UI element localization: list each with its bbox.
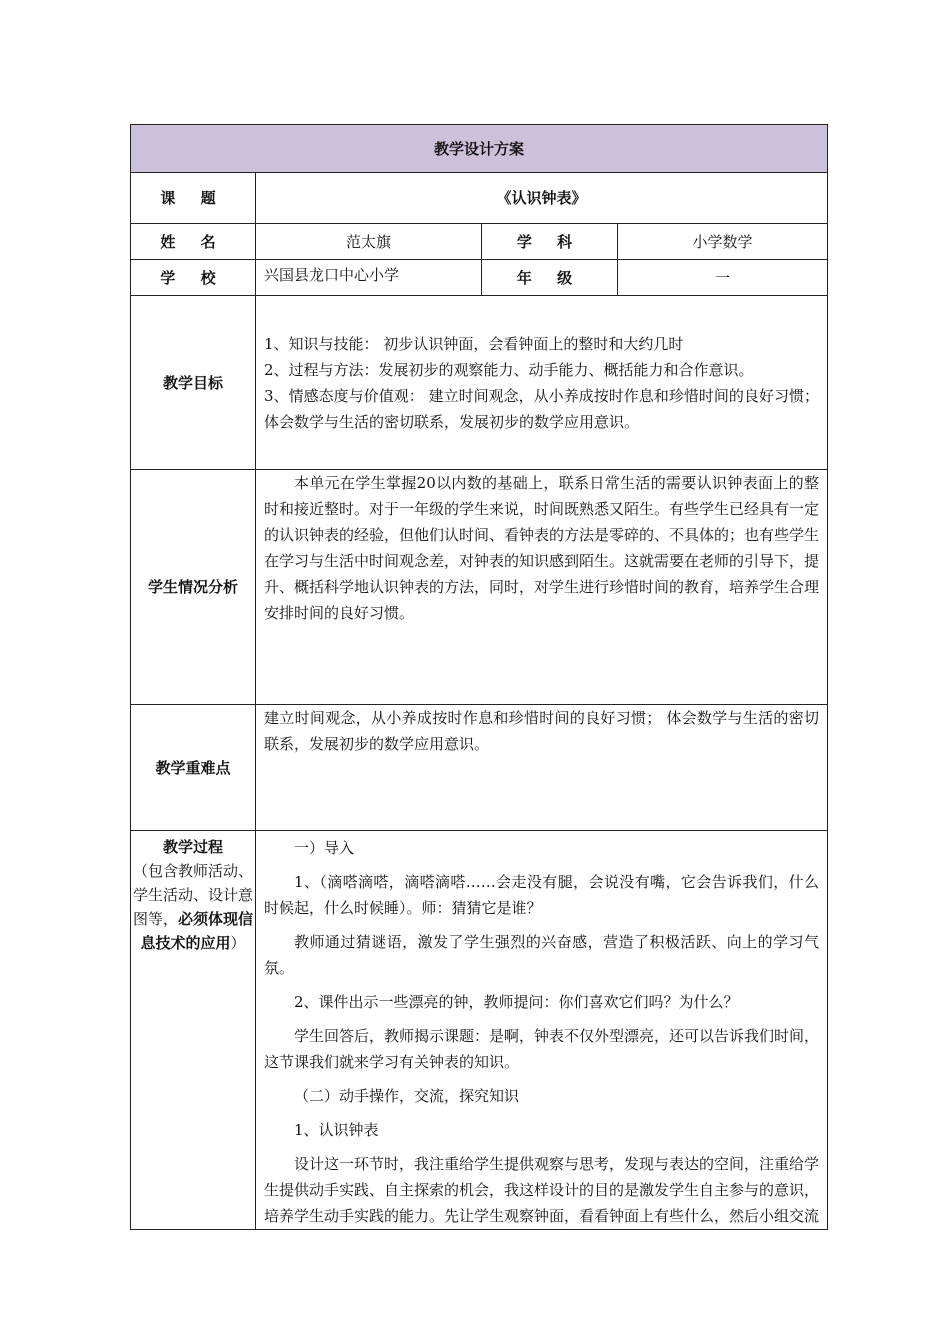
keypoints-label: 教学重难点 xyxy=(131,705,256,831)
keypoints-content xyxy=(256,705,828,831)
course-title: 《认识钟表》 xyxy=(256,173,828,224)
goals-content xyxy=(256,296,828,470)
subject-value: 小学数学 xyxy=(618,224,828,260)
process-paragraph: 学生回答后，教师揭示课题：是啊，钟表不仅外型漂亮，还可以告诉我们时间，这节课我们就来学习有关钟表的知识。 xyxy=(264,1027,820,1071)
process-paragraph: 设计这一环节时，我注重给学生提供观察与思考，发现与表达的空间，注重给学生提供动手实践、自主探索的机会，我这样设计的目的是激发学生自主参与的意识，培养学生动手实践的能力。先让学生观察钟面，看看钟面上有些什么，然后小组交流 xyxy=(264,1155,820,1225)
subject-label: 学 科 xyxy=(482,224,618,260)
goal-line-1: 1、知识与技能： 初步认识钟面，会看钟面上的整时和大约几时 xyxy=(264,334,684,353)
table-header: 教学设计方案 xyxy=(131,125,828,173)
goal-line-3: 3、情感态度与价值观： 建立时间观念，从小养成按时作息和珍惜时间的良好习惯； 体会数学与生活的密切联系，发展初步的数学应用意识。 xyxy=(264,386,820,431)
process-label-note: （包含教师活动、学生活动、设计意图等， xyxy=(132,862,253,928)
process-paragraph: 1、（滴嗒滴嗒，滴嗒滴嗒……会走没有腿，会说没有嘴，它会告诉我们，什么时候起，什么时候睡）。师：猜猜它是谁？ xyxy=(264,873,820,917)
grade-label: 年 级 xyxy=(482,260,618,296)
process-label-emphasis: 必须体现信息技术的应用 xyxy=(140,910,254,952)
process-label-title: 教学过程 xyxy=(162,838,223,856)
school-value: 兴国县龙口中心小学 xyxy=(256,260,482,296)
keypoints-text: 建立时间观念，从小养成按时作息和珍惜时间的良好习惯； 体会数学与生活的密切联系，发展初步的数学应用意识。 xyxy=(264,709,820,753)
school-label: 学 校 xyxy=(131,260,256,296)
analysis-content xyxy=(256,470,828,705)
process-paragraph: 2、课件出示一些漂亮的钟，教师提问：你们喜欢它们吗？为什么？ xyxy=(294,993,739,1011)
lesson-plan-table xyxy=(130,124,828,1230)
process-paragraph: （二）动手操作，交流，探究知识 xyxy=(294,1087,520,1105)
process-paragraph: 1、认识钟表 xyxy=(294,1121,379,1139)
grade-value: 一 xyxy=(618,260,828,296)
name-value: 范太旗 xyxy=(256,224,482,260)
analysis-text: 本单元在学生掌握20以内数的基础上，联系日常生活的需要认识钟表面上的整时和接近整时。对于一年级的学生来说，时间既熟悉又陌生。有些学生已经具有一定的认识钟表的经验，但他们认时间、看钟表的方法是零碎的、不具体的；也有些学生在学习与生活中时间观念差，对钟表的知识感到陌生。这就需要在老师的引导下，提升、概括科学地认识钟表的方法，同时，对学生进行珍惜时间的教育，培养学生合理安排时间的良好习惯。 xyxy=(264,474,820,622)
analysis-label: 学生情况分析 xyxy=(131,470,256,705)
process-paragraph: 一）导入 xyxy=(294,839,355,857)
goal-line-2: 2、过程与方法：发展初步的观察能力、动手能力、概括能力和合作意识。 xyxy=(264,360,754,379)
name-label: 姓 名 xyxy=(131,224,256,260)
course-label: 课 题 xyxy=(131,173,256,224)
process-label xyxy=(131,831,256,1230)
process-paragraph: 教师通过猜谜语，激发了学生强烈的兴奋感，营造了积极活跃、向上的学习气氛。 xyxy=(264,933,820,977)
process-content xyxy=(256,831,828,1230)
goals-label: 教学目标 xyxy=(131,296,256,470)
process-label-end: ） xyxy=(230,934,246,952)
